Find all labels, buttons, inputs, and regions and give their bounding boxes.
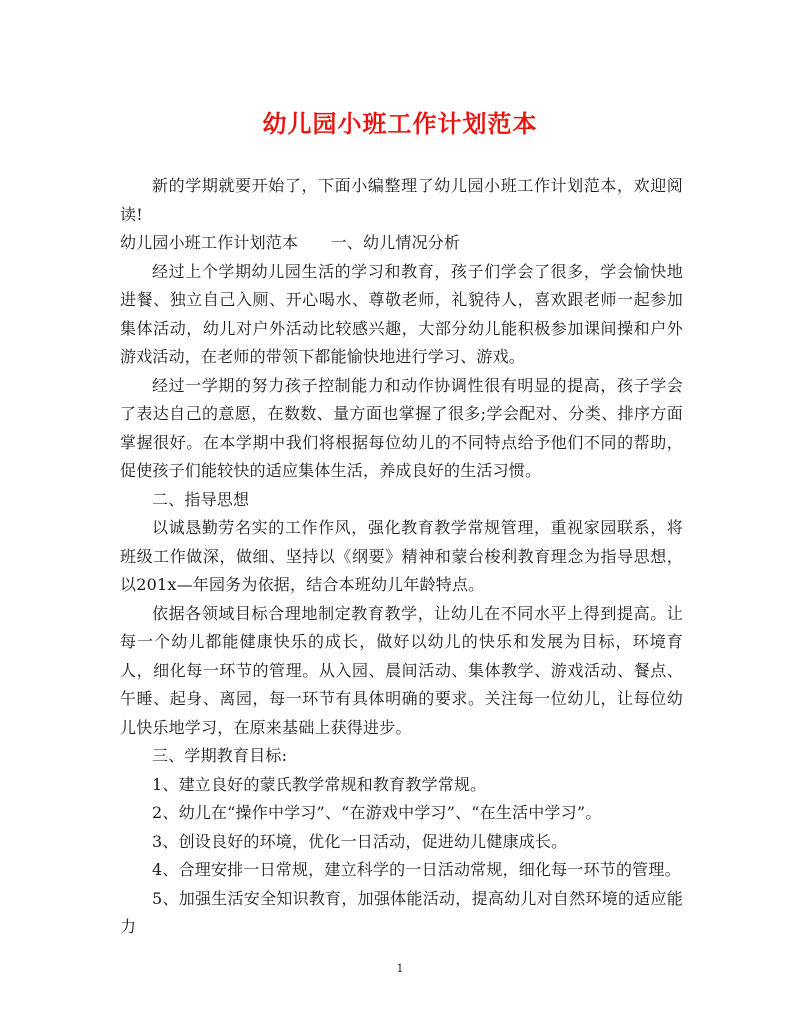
paragraph-guiding-2: 依据各领域目标合理地制定教育教学，让幼儿在不同水平上得到提高。让每一个幼儿都能健康快乐的成长，做好以幼儿的快乐和发展为目标，环境育人，细化每一环节的管理。从入园、晨间活动、集体教学、游戏活动、餐点、午睡、起身、离园，每一环节有具体明确的要求。关注每一位幼儿，让每位幼儿快乐地学习，在原来基础上获得进步。 [120, 603, 683, 737]
goal-item-5: 5、加强生活安全知识教育，加强体能活动，提高幼儿对自然环境的适应能力 [120, 888, 683, 936]
goal-item-3: 3、创设良好的环境，优化一日活动，促进幼儿健康成长。 [152, 831, 568, 851]
page-number: 1 [396, 962, 404, 975]
goal-item-4: 4、合理安排一日常规，建立科学的一日活动常规，细化每一环节的管理。 [152, 860, 681, 879]
paragraph-guiding-1: 以诚恳勤劳名实的工作作风，强化教育教学常规管理，重视家园联系，将班级工作做深，做细、坚持以《纲要》精神和蒙台梭利教育理念为指导思想，以201x—年园务为依据，结合本班幼儿年龄特点。 [120, 518, 683, 594]
paragraph-intro: 新的学期就要开始了，下面小编整理了幼儿园小班工作计划范本，欢迎阅读! [120, 176, 683, 224]
section-heading-goals: 三、学期教育目标: [152, 746, 288, 765]
document-body [120, 172, 683, 942]
goal-item-2: 2、幼儿在“操作中学习”、“在游戏中学习”、“在生活中学习”。 [152, 803, 602, 822]
paragraph-analysis-2: 经过一学期的努力孩子控制能力和动作协调性很有明显的提高，孩子学会了表达自己的意愿，在数数、量方面也掌握了很多;学会配对、分类、排序方面掌握很好。在本学期中我们将根据每位幼儿的不同特点给予他们不同的帮助，促使孩子们能较快的适应集体生活，养成良好的生活习惯。 [120, 375, 683, 480]
document-title: 幼儿园小班工作计划范本 [262, 109, 538, 138]
paragraph-heading-analysis: 幼儿园小班工作计划范本 一、幼儿情况分析 [120, 233, 461, 252]
paragraph-analysis-1: 经过上个学期幼儿园生活的学习和教育，孩子们学会了很多，学会愉快地进餐、独立自己入厕、开心喝水、尊敬老师，礼貌待人，喜欢跟老师一起参加集体活动，幼儿对户外活动比较感兴趣，大部分幼儿能积极参加课间操和户外游戏活动，在老师的带领下都能愉快地进行学习、游戏。 [120, 261, 683, 366]
goal-item-1: 1、建立良好的蒙氏教学常规和教育教学常规。 [152, 774, 487, 794]
section-heading-guiding-thought: 二、指导思想 [152, 489, 250, 509]
